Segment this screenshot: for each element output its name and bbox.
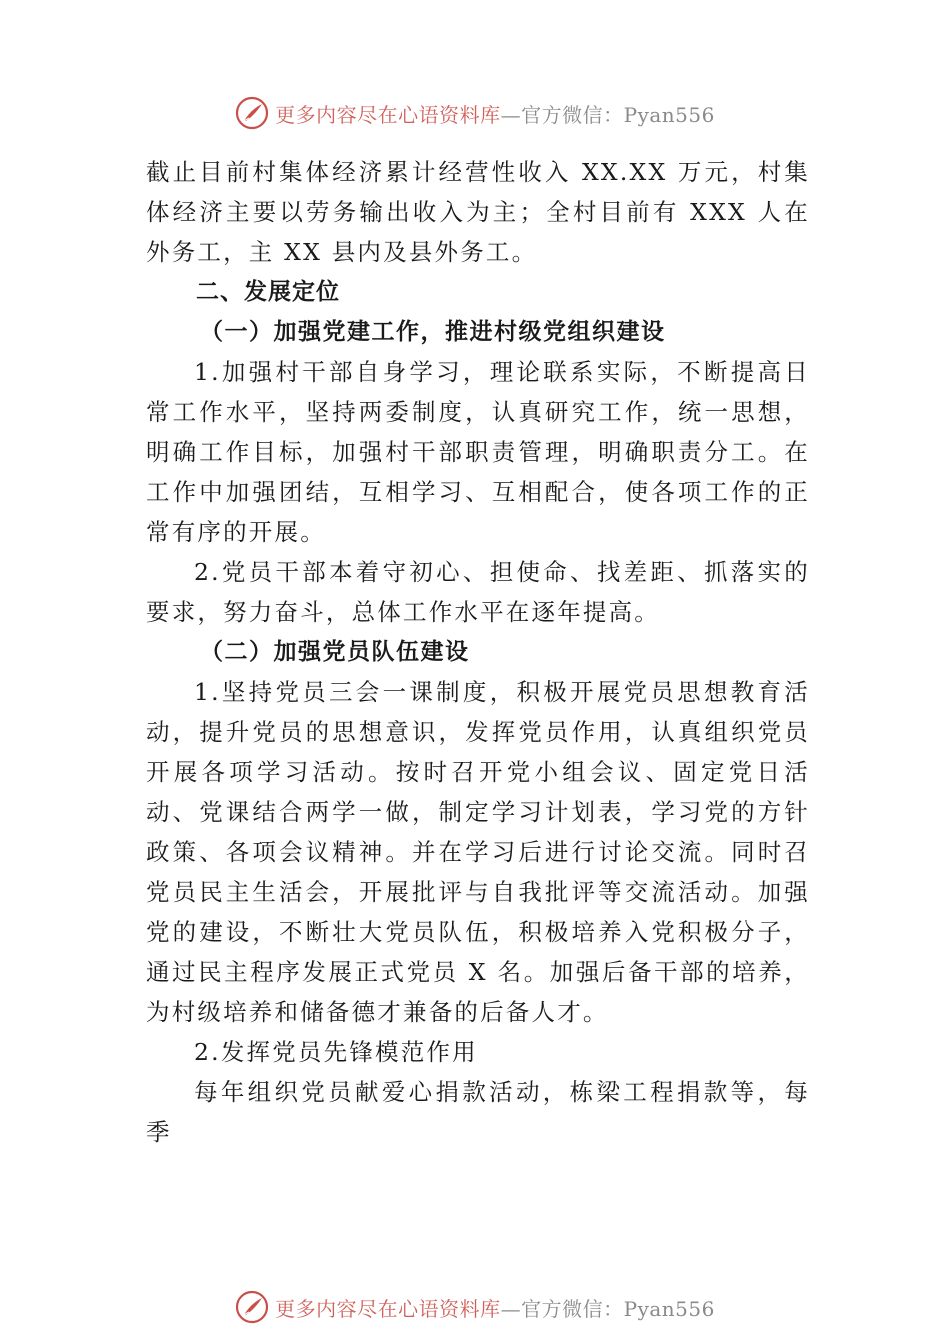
- quill-logo-icon: [235, 96, 269, 130]
- header-watermark: [0, 96, 950, 130]
- watermark-separator: —官方微信：: [500, 1296, 624, 1321]
- subsection-title-2: （二）加强党员队伍建设: [200, 638, 470, 665]
- watermark-separator: —官方微信：: [500, 102, 624, 127]
- document-body: [146, 152, 810, 1152]
- footer-watermark: [0, 1290, 950, 1324]
- intro-paragraph: 截止目前村集体经济累计经营性收入 XX.XX 万元，村集体经济主要以劳务输出收入为主；全村目前有 XXX 人在外务工，主 XX 县内及县外务工。: [146, 158, 810, 266]
- paragraph-2-2: 2.发挥党员先锋模范作用: [194, 1038, 478, 1066]
- watermark-wechat-id: Pyan556: [623, 1296, 715, 1321]
- paragraph-2-1: 1.坚持党员三会一课制度，积极开展党员思想教育活动，提升党员的思想意识，发挥党员作用，认真组织党员开展各项学习活动。按时召开党小组会议、固定党日活动、党课结合两学一做，制定学习计划表，学习党的方针政策、各项会议精神。并在学习后进行讨论交流。同时召党员民主生活会，开展批评与自我批评等交流活动。加强党的建设，不断壮大党员队伍，积极培养入党积极分子，通过民主程序发展正式党员 X 名。加强后备干部的培养，为村级培养和储备德才兼备的后备人才。: [146, 678, 810, 1026]
- section-title: 二、发展定位: [196, 279, 340, 305]
- paragraph-1-1: 1.加强村干部自身学习，理论联系实际，不断提高日常工作水平，坚持两委制度，认真研究工作，统一思想，明确工作目标，加强村干部职责管理，明确职责分工。在工作中加强团结，互相学习、互相配合，使各项工作的正常有序的开展。: [146, 358, 810, 546]
- watermark-brand: 更多内容尽在心语资料库: [275, 1296, 501, 1321]
- paragraph-1-2: 2.党员干部本着守初心、担使命、找差距、抓落实的要求，努力奋斗，总体工作水平在逐年提高。: [146, 558, 810, 626]
- watermark-text: [275, 99, 715, 128]
- subsection-title-1: （一）加强党建工作，推进村级党组织建设: [200, 318, 666, 345]
- watermark-wechat-id: Pyan556: [623, 102, 715, 127]
- paragraph-2-3: 每年组织党员献爱心捐款活动，栋梁工程捐款等，每季: [146, 1078, 810, 1146]
- quill-logo-icon: [235, 1290, 269, 1324]
- watermark-brand: 更多内容尽在心语资料库: [275, 102, 501, 127]
- watermark-text: [275, 1293, 715, 1322]
